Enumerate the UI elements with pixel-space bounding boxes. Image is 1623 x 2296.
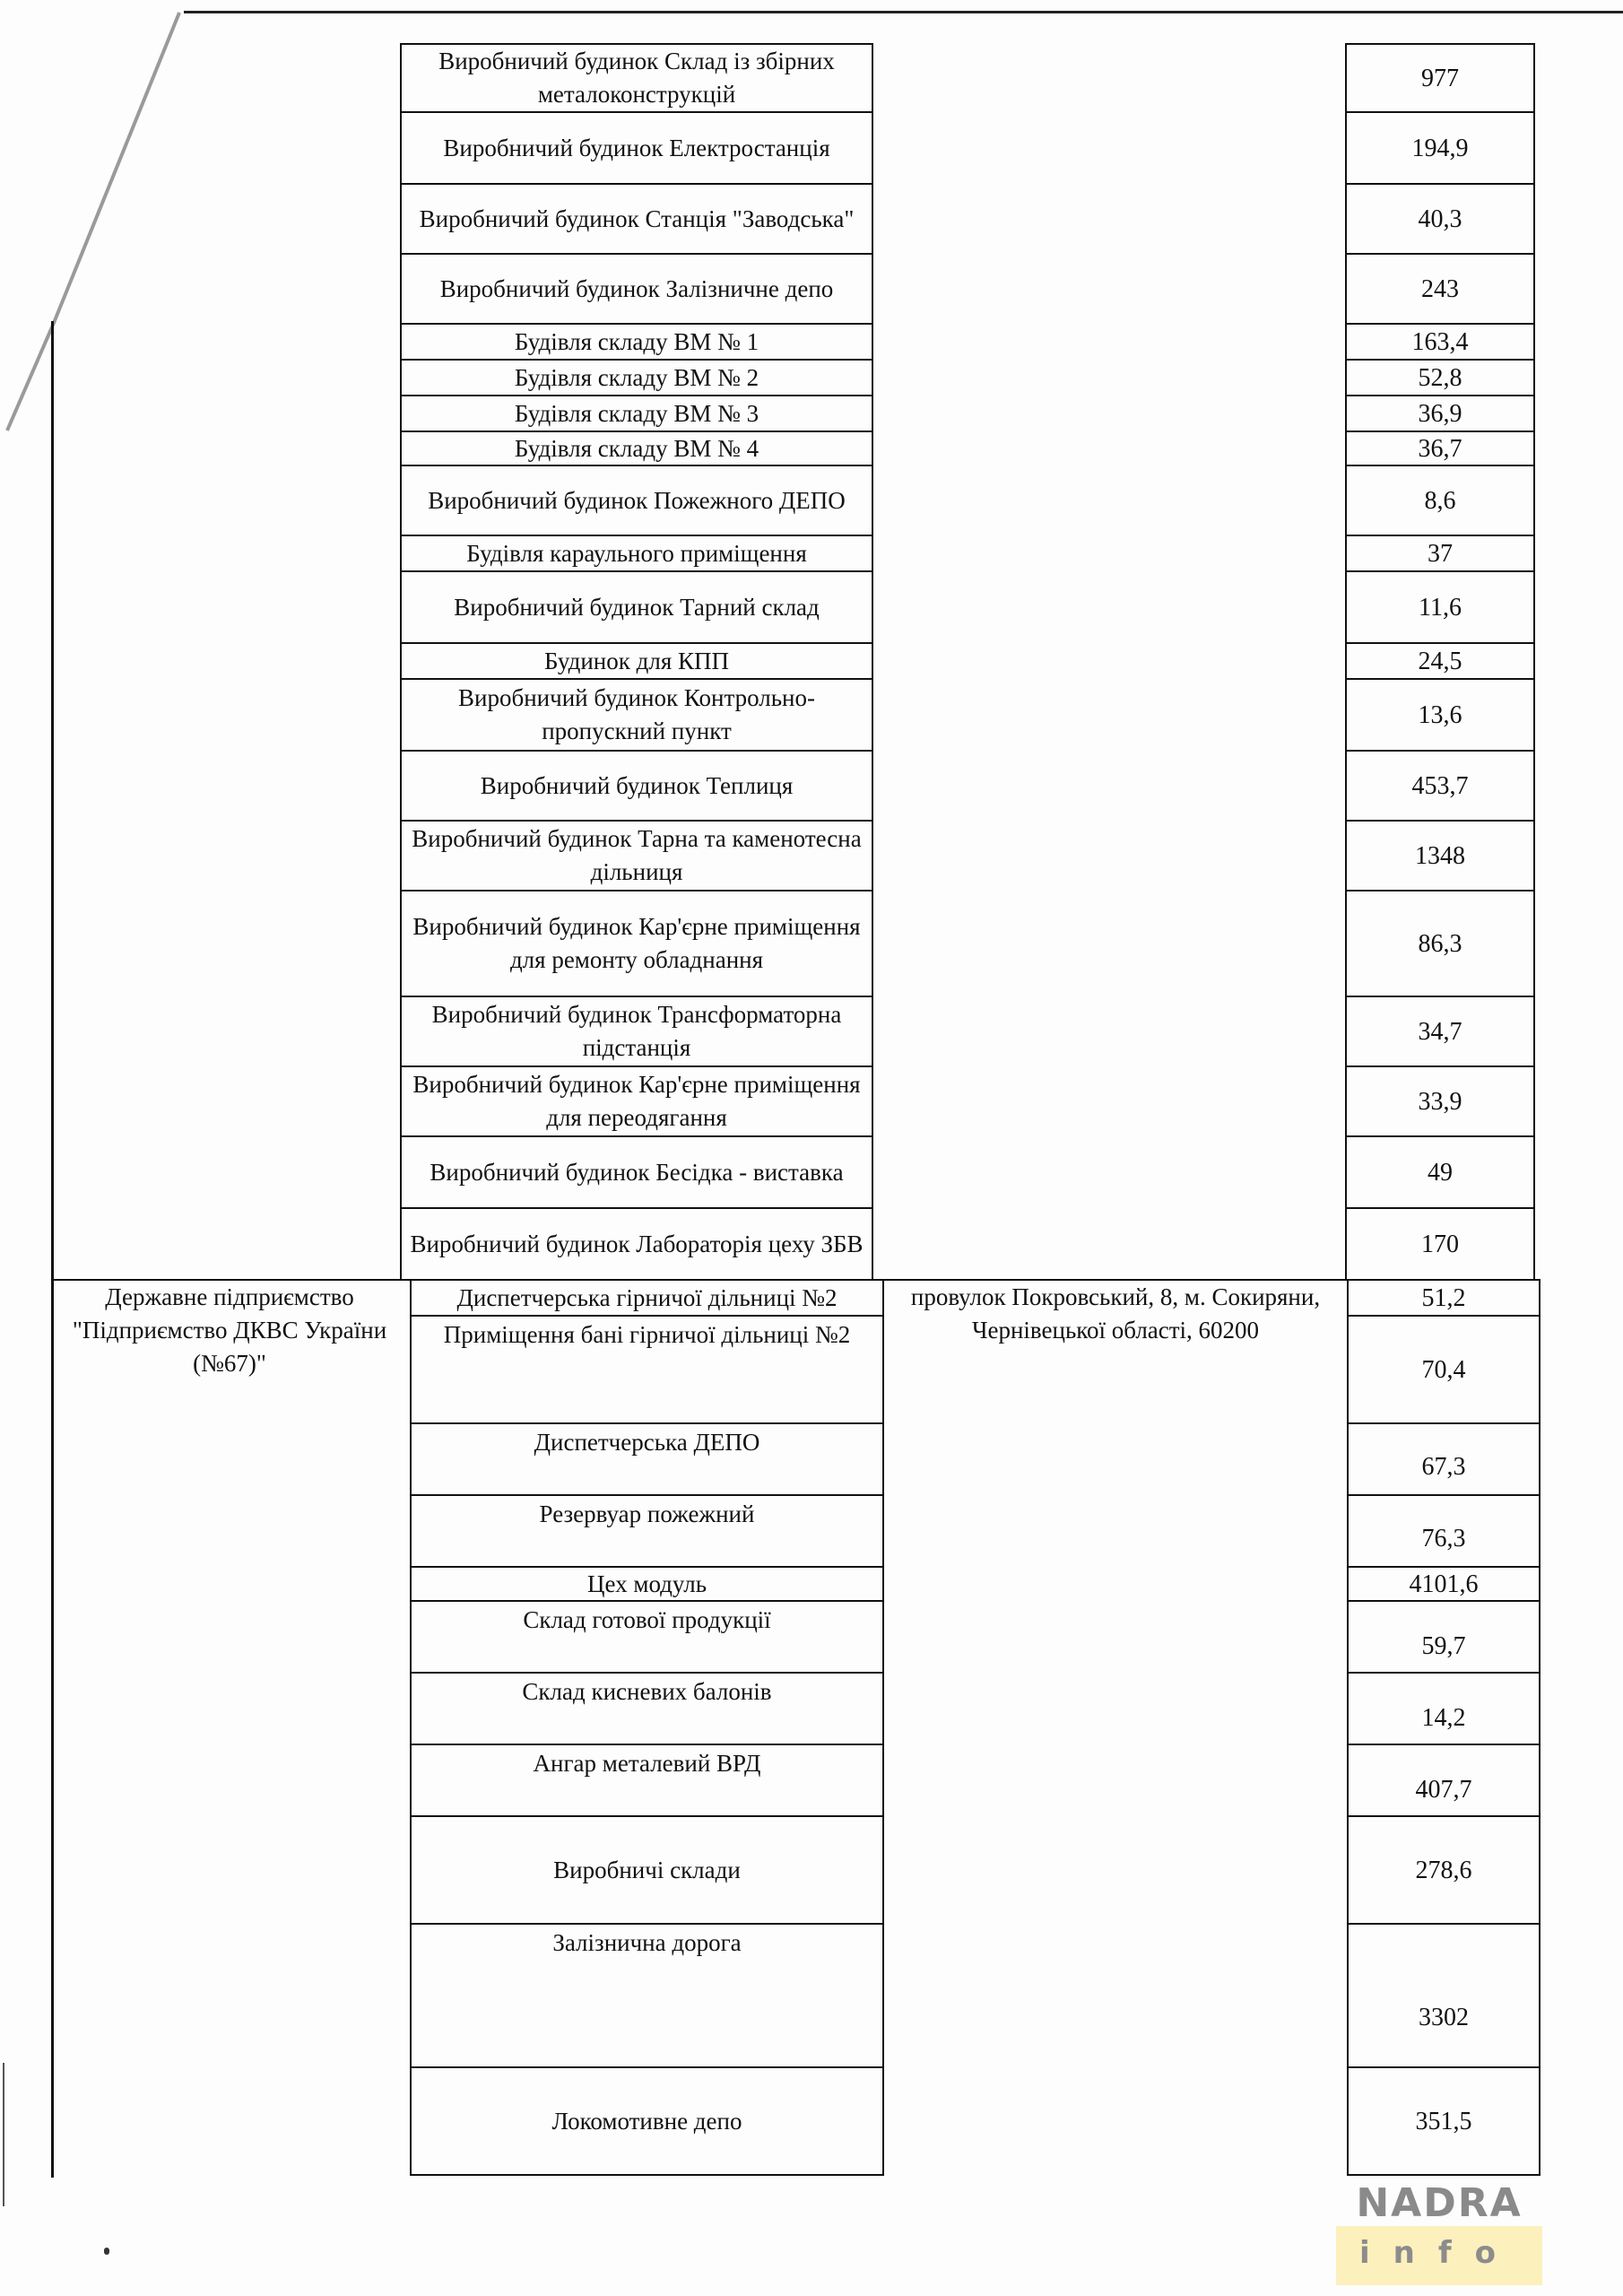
area-value-cell: 194,9 bbox=[1345, 111, 1535, 185]
building-name-cell: Виробничий будинок Кар'єрне приміщення для переодягання bbox=[400, 1065, 873, 1137]
building-name-cell: Будівля складу ВМ № 1 bbox=[400, 323, 873, 361]
area-value-cell: 76,3 bbox=[1347, 1494, 1541, 1568]
building-name-cell: Будинок для КПП bbox=[400, 642, 873, 680]
building-name-cell: Диспетчерська ДЕПО bbox=[410, 1422, 884, 1496]
area-value-cell: 36,9 bbox=[1345, 395, 1535, 432]
building-name-cell: Виробничий будинок Контрольно-пропускний пункт bbox=[400, 678, 873, 752]
building-name-cell: Виробничий будинок Тарний склад bbox=[400, 570, 873, 644]
scan-fold-line bbox=[0, 0, 197, 628]
area-value-cell: 34,7 bbox=[1345, 996, 1535, 1067]
building-name-cell: Виробничий будинок Електростанція bbox=[400, 111, 873, 185]
organization-name: Державне підприємство "Підприємство ДКВС України (№67)" bbox=[72, 1283, 387, 1377]
area-value-cell: 8,6 bbox=[1345, 465, 1535, 536]
address-top-border bbox=[882, 1279, 1349, 1281]
scan-speck bbox=[104, 2248, 109, 2255]
building-name-cell: Склад готової продукції bbox=[410, 1600, 884, 1674]
area-value-cell: 52,8 bbox=[1345, 359, 1535, 396]
watermark-subtitle: info bbox=[1358, 2235, 1519, 2271]
area-value-cell: 14,2 bbox=[1347, 1672, 1541, 1745]
building-name-cell: Будівля складу ВМ № 3 bbox=[400, 395, 873, 432]
area-value-cell: 59,7 bbox=[1347, 1600, 1541, 1674]
area-value-cell: 86,3 bbox=[1345, 890, 1535, 997]
building-name-cell: Виробничий будинок Пожежного ДЕПО bbox=[400, 465, 873, 536]
building-name-cell: Виробничий будинок Бесідка - виставка bbox=[400, 1135, 873, 1209]
building-name-cell: Будівля складу ВМ № 2 bbox=[400, 359, 873, 396]
scan-page-edge bbox=[184, 11, 1623, 13]
area-value-cell: 33,9 bbox=[1345, 1065, 1535, 1137]
building-name-cell: Приміщення бані гірничої дільниці №2 bbox=[410, 1315, 884, 1424]
building-name-cell: Виробничі склади bbox=[410, 1815, 884, 1925]
building-name-cell: Цех модуль bbox=[410, 1566, 884, 1602]
area-value-cell: 3302 bbox=[1347, 1923, 1541, 2068]
building-name-cell: Виробничий будинок Кар'єрне приміщення для ремонту обладнання bbox=[400, 890, 873, 997]
area-value-cell: 70,4 bbox=[1347, 1315, 1541, 1424]
area-value-cell: 37 bbox=[1345, 535, 1535, 572]
area-value-cell: 51,2 bbox=[1347, 1279, 1541, 1317]
building-name-cell: Диспетчерська гірничої дільниці №2 bbox=[410, 1279, 884, 1317]
area-value-cell: 243 bbox=[1345, 253, 1535, 325]
building-name-cell: Резервуар пожежний bbox=[410, 1494, 884, 1568]
area-value-cell: 40,3 bbox=[1345, 183, 1535, 255]
area-value-cell: 67,3 bbox=[1347, 1422, 1541, 1496]
area-value-cell: 13,6 bbox=[1345, 678, 1535, 752]
building-name-cell: Виробничий будинок Залізничне депо bbox=[400, 253, 873, 325]
building-name-cell: Локомотивне депо bbox=[410, 2066, 884, 2176]
building-name-cell: Виробничий будинок Трансформаторна підстанція bbox=[400, 996, 873, 1067]
area-value-cell: 977 bbox=[1345, 43, 1535, 113]
building-name-cell: Виробничий будинок Станція "Заводська" bbox=[400, 183, 873, 255]
building-name-cell: Будівля складу ВМ № 4 bbox=[400, 430, 873, 466]
area-value-cell: 24,5 bbox=[1345, 642, 1535, 680]
area-value-cell: 453,7 bbox=[1345, 750, 1535, 822]
building-name-cell: Виробничий будинок Склад із збірних металоконструкцій bbox=[400, 43, 873, 113]
table-left-border bbox=[51, 321, 54, 2178]
building-name-cell: Виробничий будинок Тарна та каменотесна дільниця bbox=[400, 820, 873, 891]
watermark bbox=[1336, 2181, 1542, 2289]
area-value-cell: 11,6 bbox=[1345, 570, 1535, 644]
area-value-cell: 170 bbox=[1345, 1207, 1535, 1281]
building-name-cell: Ангар металевий ВРД bbox=[410, 1744, 884, 1817]
building-name-cell: Будівля караульного приміщення bbox=[400, 535, 873, 572]
area-value-cell: 1348 bbox=[1345, 820, 1535, 891]
organization-address: провулок Покровський, 8, м. Сокиряни, Чернівецької області, 60200 bbox=[910, 1283, 1321, 1344]
area-value-cell: 407,7 bbox=[1347, 1744, 1541, 1817]
building-name-cell: Виробничий будинок Теплиця bbox=[400, 750, 873, 822]
area-value-cell: 278,6 bbox=[1347, 1815, 1541, 1925]
area-value-cell: 4101,6 bbox=[1347, 1566, 1541, 1602]
watermark-title: NADRA bbox=[1356, 2180, 1523, 2226]
area-value-cell: 163,4 bbox=[1345, 323, 1535, 361]
area-value-cell: 49 bbox=[1345, 1135, 1535, 1209]
building-name-cell: Склад кисневих балонів bbox=[410, 1672, 884, 1745]
building-name-cell: Залізнична дорога bbox=[410, 1923, 884, 2068]
building-name-cell: Виробничий будинок Лабораторія цеху ЗБВ bbox=[400, 1207, 873, 1281]
area-value-cell: 36,7 bbox=[1345, 430, 1535, 466]
area-value-cell: 351,5 bbox=[1347, 2066, 1541, 2176]
page-left-margin-line bbox=[3, 2063, 4, 2206]
